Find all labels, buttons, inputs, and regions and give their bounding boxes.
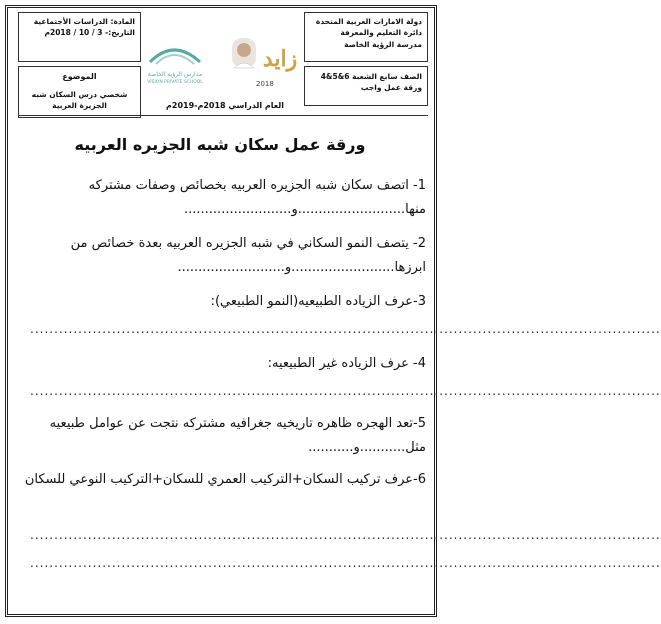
header-divider [18, 115, 428, 116]
department-name: دائرة التعليم والمعرفة [340, 28, 422, 38]
header-ministry-box [304, 12, 428, 62]
question-1: 1- اتصف سكان شبه الجزيره العربيه بخصائص وصفات مشتركه منها..........................و.......................... [88, 178, 426, 217]
question-5: 5-تعد الهجره ظاهره تاريخيه جغرافيه مشتركه نتجت عن عوامل طبيعيه مثل...........و........... [49, 416, 426, 455]
header-class-box [304, 66, 428, 106]
answer-line-3[interactable]: ................................................................................................................................... [30, 322, 661, 336]
academic-year: العام الدراسي 2018م-2019م [166, 101, 284, 110]
zayed-year: 2018 [256, 80, 274, 88]
question-6: 6-عرف تركيب السكان+التركيب العمري للسكان+التركيب النوعي للسكان [24, 472, 426, 487]
question-3: 3-عرف الزياده الطبيعيه(النمو الطبيعي): [210, 294, 426, 309]
subject: المادة: الدراسات الأجتماعية [33, 17, 135, 26]
header-topic-box [18, 66, 141, 118]
answer-line-6b[interactable]: ................................................................................................................................... [30, 556, 661, 570]
question-2: 2- يتصف النمو السكاني في شبه الجزيره العربيه بعدة خصائص من ابرزها.........................و.......................... [70, 236, 426, 275]
answer-line-4[interactable]: ................................................................................................................................... [30, 384, 661, 398]
worksheet-type: ورقة عمل واجب [360, 83, 422, 93]
school-logo-en: VISION PRIVATE SCHOOL [147, 80, 203, 85]
zayed-logo-text: زايد [262, 46, 298, 72]
question-4: 4- عرف الزياده غير الطبيعيه: [267, 356, 426, 371]
logos [144, 36, 302, 98]
topic-label: الموضوع [62, 72, 97, 81]
class-section: الصف سابع الشعبة 6&5&4 [320, 72, 422, 81]
school-logo-text: مدارس الرؤية الخاصة [147, 71, 203, 78]
topic-value: شخصي درس السكان شبه الجزيرة العربية [31, 90, 128, 111]
worksheet-title: ورقة عمل سكان شبه الجزيره العربيه [74, 135, 366, 154]
date: التاريخ:- 3 / 10 / 2018م [44, 28, 135, 38]
school-name: مدرسة الرؤية الخاصة [344, 39, 422, 49]
country-name: دولة الامارات العربية المتحدة [315, 17, 422, 26]
header-subject-box [18, 12, 141, 62]
school-logo-icon [144, 36, 302, 98]
answer-line-6a[interactable]: ................................................................................................................................... [30, 528, 661, 542]
